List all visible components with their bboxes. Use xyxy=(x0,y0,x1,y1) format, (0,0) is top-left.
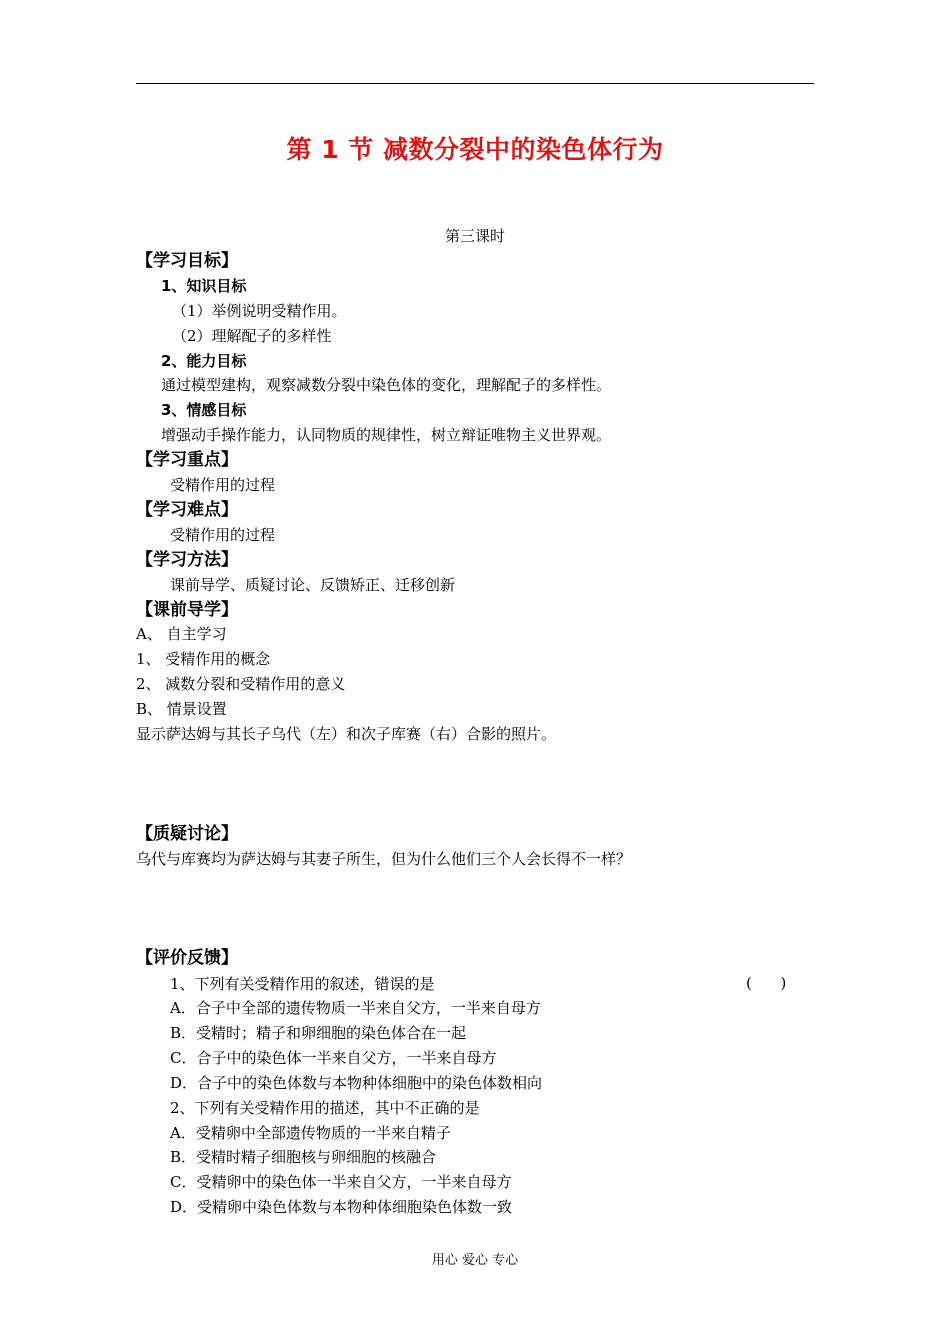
key-point-text: 受精作用的过程 xyxy=(170,476,276,494)
emotion-text: 增强动手操作能力，认同物质的规律性，树立辩证唯物主义世界观。 xyxy=(161,426,612,444)
preview-line-photo: 显示萨达姆与其长子乌代（左）和次子库赛（右）合影的照片。 xyxy=(136,725,557,743)
preview-line-2: 2、 减数分裂和受精作用的意义 xyxy=(136,675,346,693)
method-text: 课前导学、质疑讨论、反馈矫正、迁移创新 xyxy=(170,576,456,594)
knowledge-item-1: （1）举例说明受精作用。 xyxy=(172,302,347,320)
q1-option-d: D．合子中的染色体数与本物种体细胞中的染色体数相向 xyxy=(170,1074,543,1092)
header-rule xyxy=(136,83,814,84)
feedback-heading: 【评价反馈】 xyxy=(136,948,238,968)
question-1-stem: 1、下列有关受精作用的叙述，错误的是 xyxy=(170,975,435,993)
q1-option-b: B．受精时；精子和卵细胞的染色体合在一起 xyxy=(170,1024,467,1042)
preview-line-a: A、 自主学习 xyxy=(136,625,227,643)
q1-option-c: C．合子中的染色体一半来自父方，一半来自母方 xyxy=(170,1049,497,1067)
q2-option-c: C．受精卵中的染色体一半来自父方，一半来自母方 xyxy=(170,1173,512,1191)
q2-option-d: D．受精卵中染色体数与本物种体细胞染色体数一致 xyxy=(170,1198,513,1216)
difficulty-heading: 【学习难点】 xyxy=(136,500,238,520)
ability-text: 通过模型建构，观察减数分裂中染色体的变化，理解配子的多样性。 xyxy=(161,376,612,394)
page-title: 第 1 节 减数分裂中的染色体行为 xyxy=(286,135,664,164)
question-2-stem: 2、下列有关受精作用的描述，其中不正确的是 xyxy=(170,1099,480,1117)
key-point-heading: 【学习重点】 xyxy=(136,450,238,470)
objectives-heading: 【学习目标】 xyxy=(136,251,238,271)
method-heading: 【学习方法】 xyxy=(136,550,238,570)
preview-line-b: B、 情景设置 xyxy=(136,700,227,718)
knowledge-heading: 1、知识目标 xyxy=(161,277,247,295)
knowledge-item-2: （2）理解配子的多样性 xyxy=(172,327,332,345)
preview-line-1: 1、 受精作用的概念 xyxy=(136,650,271,668)
q2-option-b: B．受精时精子细胞核与卵细胞的核融合 xyxy=(170,1148,437,1166)
ability-heading: 2、能力目标 xyxy=(161,352,247,370)
discussion-text: 乌代与库赛均为萨达姆与其妻子所生，但为什么他们三个人会长得不一样？ xyxy=(136,850,632,868)
page-footer: 用心 爱心 专心 xyxy=(431,1253,519,1268)
discussion-heading: 【质疑讨论】 xyxy=(136,824,238,844)
q2-option-a: A．受精卵中全部遗传物质的一半来自精子 xyxy=(170,1124,451,1142)
answer-bracket: ( ) xyxy=(746,974,787,992)
preview-heading: 【课前导学】 xyxy=(136,600,238,620)
emotion-heading: 3、情感目标 xyxy=(161,401,247,419)
difficulty-text: 受精作用的过程 xyxy=(170,526,276,544)
lesson-label: 第三课时 xyxy=(444,227,505,245)
q1-option-a: A．合子中全部的遗传物质一半来自父方，一半来自母方 xyxy=(170,999,541,1017)
